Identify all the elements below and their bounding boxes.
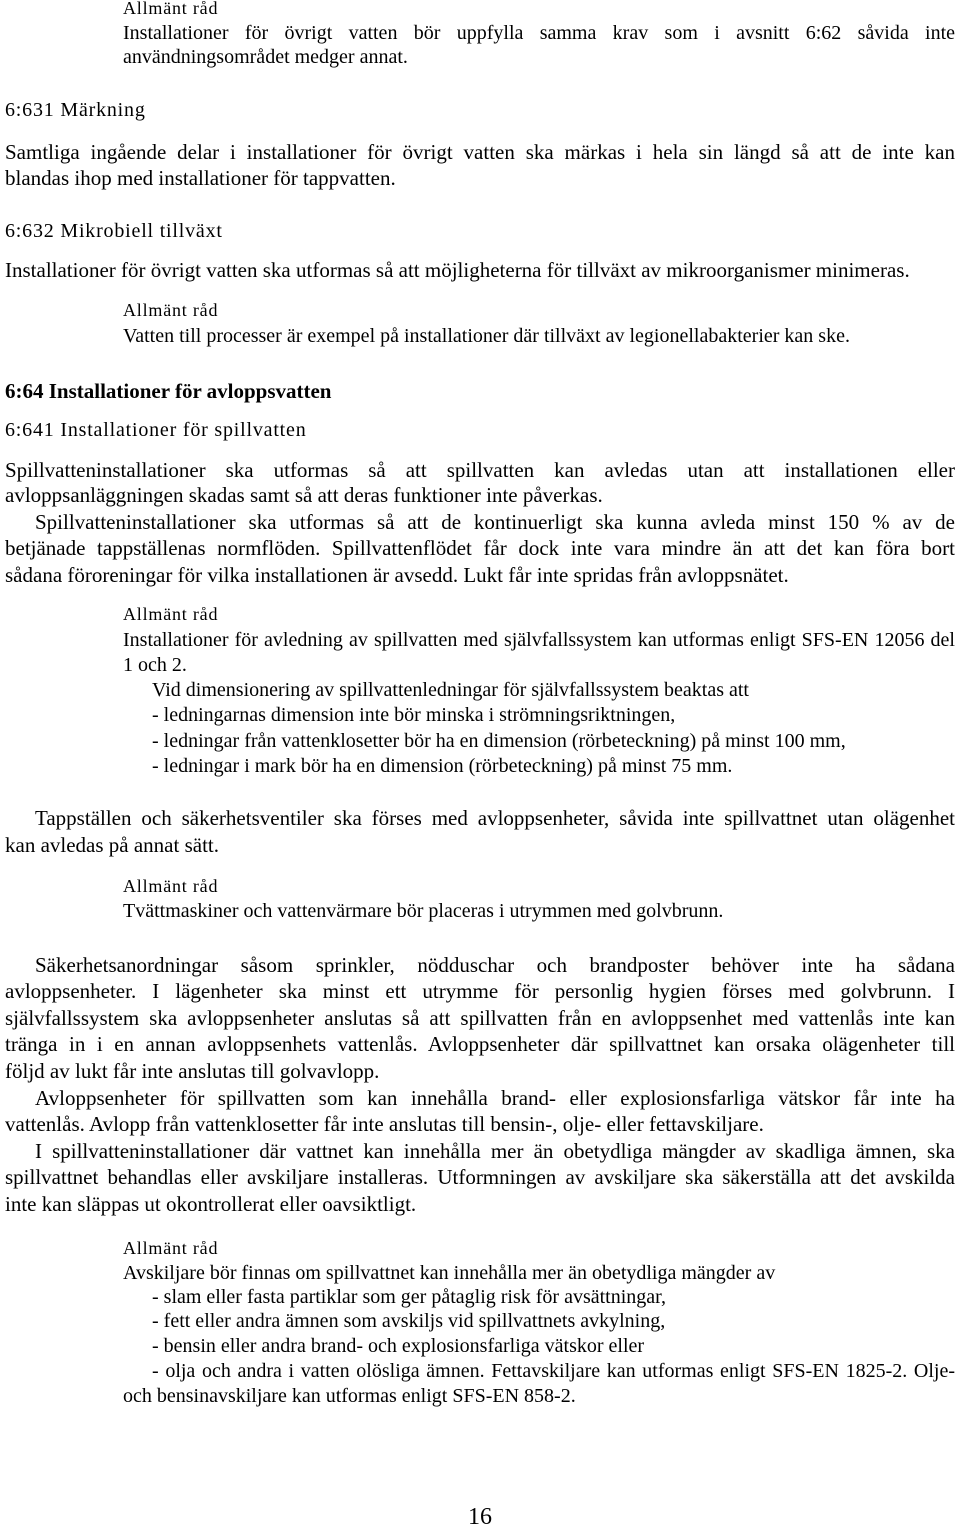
general-advice-text-line: Avskiljare bör finnas om spillvattnet kan innehålla mer än obetydliga mängder av	[123, 1262, 776, 1284]
advice-list-item: - ledningarnas dimension inte bör minska i strömningsriktningen,	[152, 704, 676, 726]
general-advice-label: Allmänt råd	[123, 876, 219, 896]
body-text-line: Säkerhetsanordningar såsom sprinkler, nödduschar och brandposter behöver inte ha sådana	[35, 953, 955, 977]
advice-list-item: - ledningar från vattenklosetter bör ha en dimension (rörbeteckning) på minst 100 mm,	[152, 730, 846, 752]
general-advice-text-line: användningsområdet medger annat.	[123, 46, 408, 68]
general-advice-text-line: och bensinavskiljare kan utformas enligt SFS-EN 858-2.	[123, 1385, 576, 1407]
body-text-line: avloppsenheter. I lägenheter ska minst ett utrymme för personlig hygien förses med golvbrunn. I	[5, 979, 955, 1003]
advice-list-item: - slam eller fasta partiklar som ger påtaglig risk för avsättningar,	[152, 1286, 667, 1308]
body-text-line: sådana föroreningar för vilka installationen är avsedd. Lukt får inte spridas från avloppsnätet.	[5, 563, 789, 587]
body-text-line: I spillvatteninstallationer där vattnet kan innehålla mer än obetydliga mängder av skadliga ämnen, ska	[35, 1139, 955, 1163]
advice-list-item: - ledningar i mark bör ha en dimension (rörbeteckning) på minst 75 mm.	[152, 755, 733, 777]
general-advice-label: Allmänt råd	[123, 1238, 219, 1258]
general-advice-label: Allmänt råd	[123, 604, 219, 624]
body-text-line: följd av lukt får inte anslutas till golvavlopp.	[5, 1059, 380, 1083]
general-advice-text-line: 1 och 2.	[123, 654, 187, 676]
body-text-line: Samtliga ingående delar i installationer för övrigt vatten ska märkas i hela sin längd så att de inte kan	[5, 140, 955, 164]
chapter-heading-6-64: 6:64 Installationer för avloppsvatten	[5, 379, 332, 403]
general-advice-label: Allmänt råd	[123, 300, 219, 320]
body-text-line: Avloppsenheter för spillvatten som kan innehålla brand- eller explosionsfarliga vätskor får inte ha	[35, 1086, 955, 1110]
body-text-line: självfallssystem ska avloppsenheter anslutas så att spillvatten från en avloppsenhet med vattenlås inte kan	[5, 1006, 955, 1030]
body-text-line: kan avledas på annat sätt.	[5, 833, 219, 857]
general-advice-text-line: Installationer för avledning av spillvatten med självfallssystem kan utformas enligt SFS-EN 12056 del	[123, 629, 955, 651]
page-number: 16	[468, 1504, 492, 1529]
general-advice-label: Allmänt råd	[123, 0, 219, 18]
general-advice-text-line: Installationer för övrigt vatten bör uppfylla samma krav som i avsnitt 6:62 såvida inte	[123, 22, 955, 44]
advice-list-item: - olja och andra i vatten olösliga ämnen. Fettavskiljare kan utformas enligt SFS-EN 1825-2. Olje-	[152, 1360, 955, 1382]
general-advice-text-line: Tvättmaskiner och vattenvärmare bör placeras i utrymmen med golvbrunn.	[123, 900, 724, 922]
body-text-line: tränga in i en annan avloppsenhets vattenlås. Avloppsenheter där spillvattnet kan orsaka olägenheter till	[5, 1032, 955, 1056]
body-text-line: vattenlås. Avlopp från vattenklosetter får inte anslutas till bensin-, olje- eller fettavskiljare.	[5, 1112, 764, 1136]
general-advice-text-line: Vatten till processer är exempel på installationer där tillväxt av legionellabakterier kan ske.	[123, 325, 850, 347]
dimensioning-intro: Vid dimensionering av spillvattenledningar för självfallssystem beaktas att	[152, 679, 749, 701]
body-text-line: spillvattnet behandlas eller avskiljare installeras. Utformningen av avskiljare ska säkerställa att det avskilda	[5, 1165, 955, 1189]
body-text-line: Installationer för övrigt vatten ska utformas så att möjligheterna för tillväxt av mikroorganismer minimeras.	[5, 258, 910, 282]
body-text-line: Spillvatteninstallationer ska utformas så att de kontinuerligt ska kunna avleda minst 150 % av de	[35, 510, 955, 534]
body-text-line: betjänade tappställenas normflöden. Spillvattenflödet får dock inte vara mindre än att det kan föra bort	[5, 536, 955, 560]
body-text-line: blandas ihop med installationer för tappvatten.	[5, 166, 396, 190]
section-heading: 6:641 Installationer för spillvatten	[5, 419, 307, 441]
body-text-line: avloppsanläggningen skadas samt så att deras funktioner inte påverkas.	[5, 483, 603, 507]
section-heading: 6:632 Mikrobiell tillväxt	[5, 220, 223, 242]
body-text-line: Spillvatteninstallationer ska utformas så att spillvatten kan avledas utan att installationen eller	[5, 458, 955, 482]
body-text-line: Tappställen och säkerhetsventiler ska förses med avloppsenheter, såvida inte spillvattnet utan olägenhet	[35, 806, 955, 830]
body-text-line: inte kan släppas ut okontrollerat eller oavsiktligt.	[5, 1192, 417, 1216]
advice-list-item: - fett eller andra ämnen som avskiljs vid spillvattnets avkylning,	[152, 1310, 666, 1332]
advice-list-item: - bensin eller andra brand- och explosionsfarliga vätskor eller	[152, 1335, 645, 1357]
section-heading: 6:631 Märkning	[5, 99, 146, 121]
